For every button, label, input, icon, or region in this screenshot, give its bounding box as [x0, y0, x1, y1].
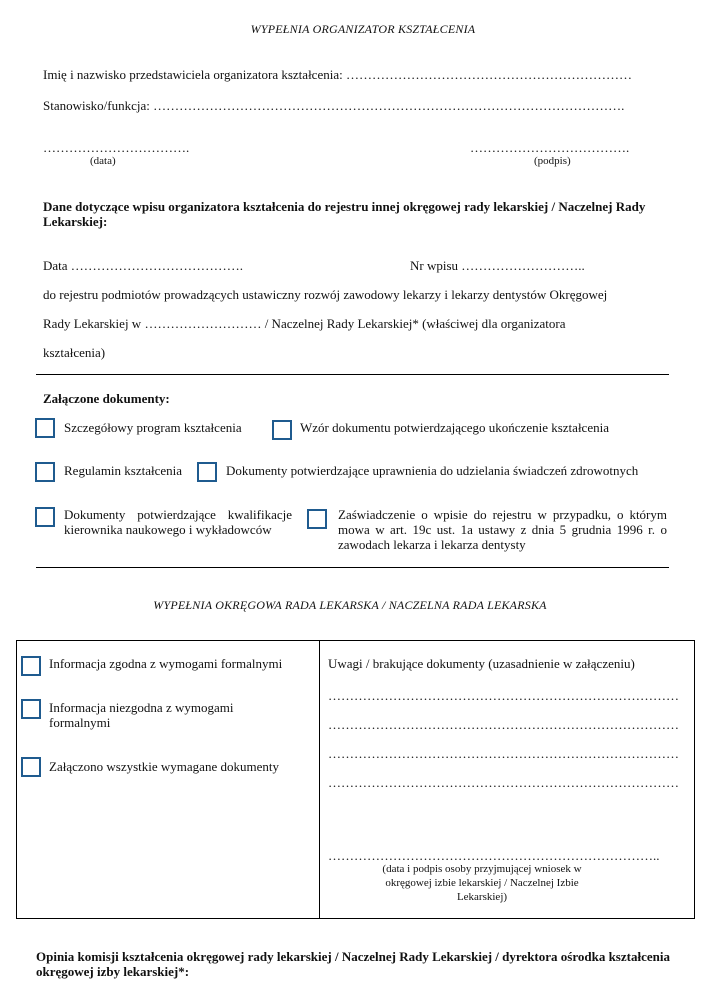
registry-text-line-3: kształcenia)	[43, 345, 106, 360]
remarks-line-4[interactable]: ………………………………………………………………………	[328, 775, 679, 790]
date-caption: (data)	[90, 155, 116, 167]
checkbox-formal-compliant[interactable]	[21, 656, 41, 676]
remarks-line-3[interactable]: ………………………………………………………………………	[328, 746, 679, 761]
checkbox-label-registry-certificate: Zaświadczenie o wpisie do rejestru w przypadku, o którym mowa w art. 19c ust. 1a ustawy z dnia 5 grudnia 1996 r. o zawodach lekarza i lekarza dentysty	[338, 507, 667, 552]
checkbox-detailed-program[interactable]	[35, 418, 55, 438]
position-field[interactable]: Stanowisko/funkcja: ……………………………………………………………………………………………….	[43, 98, 625, 113]
receiver-signature-field[interactable]: …………………………………………………………………..	[328, 848, 660, 863]
council-box-divider	[319, 641, 320, 918]
registry-text-line-2[interactable]: Rady Lekarskiej w ……………………… / Naczelnej Rady Lekarskiej* (właściwej dla organizatora	[43, 316, 566, 331]
representative-name-field[interactable]: Imię i nazwisko przedstawiciela organizatora kształcenia: …………………………………………………………	[43, 67, 632, 82]
date-field[interactable]: …………………………….	[43, 140, 190, 155]
checkbox-label-all-documents-attached: Załączono wszystkie wymagane dokumenty	[49, 759, 279, 774]
remarks-line-1[interactable]: ………………………………………………………………………	[328, 688, 679, 703]
registry-heading: Dane dotyczące wpisu organizatora kształcenia do rejestru innej okręgowej rady lekarskiej / Naczelnej Rady Lekarskiej:	[43, 199, 646, 229]
section-divider-2	[36, 567, 669, 568]
checkbox-label-regulations: Regulamin kształcenia	[64, 463, 183, 478]
organizer-section-title: WYPEŁNIA ORGANIZATOR KSZTAŁCENIA	[250, 22, 476, 36]
opinion-heading: Opinia komisji kształcenia okręgowej rady lekarskiej / Naczelnej Rady Lekarskiej / dyrektora ośrodka kształcenia okręgowej izby lekarskiej*:	[36, 949, 670, 979]
signature-caption: (podpis)	[534, 155, 571, 167]
signature-field[interactable]: ……………………………….	[470, 140, 630, 155]
checkbox-completion-template[interactable]	[272, 420, 292, 440]
checkbox-label-formal-noncompliant: Informacja niezgodna z wymogami formalnymi	[49, 700, 234, 730]
registry-entry-number-field[interactable]: Nr wpisu ………………………..	[410, 258, 585, 273]
section-divider	[36, 374, 669, 375]
checkbox-health-services-permits[interactable]	[197, 462, 217, 482]
checkbox-all-documents-attached[interactable]	[21, 757, 41, 777]
receiver-signature-caption: (data i podpis osoby przyjmującej wniosek w okręgowej izbie lekarskiej / Naczelnej Izbie Lekarskiej)	[382, 863, 582, 903]
council-section-title: WYPEŁNIA OKRĘGOWA RADA LEKARSKA / NACZELNA RADA LEKARSKA	[153, 598, 547, 612]
checkbox-registry-certificate[interactable]	[307, 509, 327, 529]
checkbox-label-detailed-program: Szczegółowy program kształcenia	[64, 420, 242, 435]
checkbox-regulations[interactable]	[35, 462, 55, 482]
remarks-label: Uwagi / brakujące dokumenty (uzasadnienie w załączeniu)	[328, 656, 635, 671]
registry-date-field[interactable]: Data ………………………………….	[43, 258, 244, 273]
attachments-heading: Załączone dokumenty:	[43, 391, 170, 406]
checkbox-label-staff-qualifications: Dokumenty potwierdzające kwalifikacje kierownika naukowego i wykładowców	[64, 507, 292, 537]
remarks-line-2[interactable]: ………………………………………………………………………	[328, 717, 679, 732]
checkbox-label-health-services-permits: Dokumenty potwierdzające uprawnienia do udzielania świadczeń zdrowotnych	[226, 463, 639, 478]
checkbox-staff-qualifications[interactable]	[35, 507, 55, 527]
checkbox-label-completion-template: Wzór dokumentu potwierdzającego ukończenie kształcenia	[300, 420, 609, 435]
checkbox-label-formal-compliant: Informacja zgodna z wymogami formalnymi	[49, 656, 283, 671]
checkbox-formal-noncompliant[interactable]	[21, 699, 41, 719]
registry-text-line-1: do rejestru podmiotów prowadzących ustawiczny rozwój zawodowy lekarzy i lekarzy dentystów Okręgowej	[43, 287, 608, 302]
